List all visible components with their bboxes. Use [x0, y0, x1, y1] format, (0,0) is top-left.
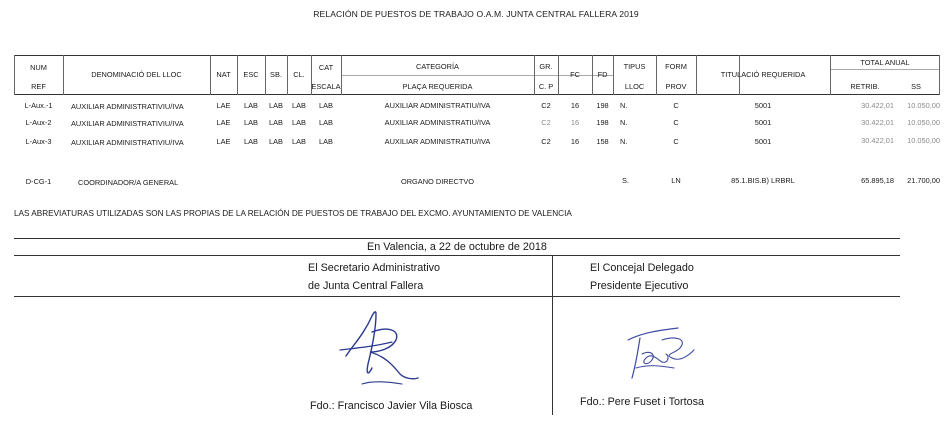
left-role-line-2: de Junta Central Fallera [308, 280, 424, 292]
header-placa: PLAÇA REQUERIDA [402, 82, 473, 91]
row-sb: LAB [269, 101, 283, 110]
header-retrib: RETRIB. [850, 82, 880, 91]
row-tipus: N. [620, 101, 628, 110]
header-cat: CAT [318, 63, 334, 72]
row-ss: 10.050,00 [907, 101, 940, 110]
header-ss: SS [911, 82, 921, 91]
header-categoria: CATEGORÍA [416, 62, 459, 71]
row-fd: 158 [596, 137, 609, 146]
row-gr: C2 [541, 137, 551, 146]
header-gr: GR. [539, 62, 553, 71]
header-total-anual: TOTAL ANUAL [860, 58, 910, 67]
director-categoria: ORGANO DIRECTVO [400, 177, 475, 186]
row-titulacio: 5001 [754, 101, 772, 110]
row-tipus: N. [620, 137, 628, 146]
row-sb: LAB [269, 137, 283, 146]
row-retrib: 30.422,01 [861, 136, 894, 145]
document-title: RELACIÓN DE PUESTOS DE TRABAJO O.A.M. JUNTA CENTRAL FALLERA 2019 [313, 9, 639, 19]
header-cp: C. P [538, 82, 554, 91]
row-ss: 10.050,00 [907, 136, 940, 145]
row-ss: 10.050,00 [907, 118, 940, 127]
director-form: LN [671, 176, 681, 185]
director-denominacio: COORDINADOR/A GENERAL [78, 178, 179, 187]
row-retrib: 30.422,01 [861, 118, 894, 127]
right-signature-image [618, 320, 698, 384]
row-titulacio: 5001 [754, 137, 772, 146]
table-header [14, 55, 940, 95]
row-tipus: N. [620, 118, 628, 127]
row-cat: LAB [319, 137, 333, 146]
right-role-line-1: El Concejal Delegado [590, 262, 694, 274]
header-fd: FD [597, 70, 608, 79]
header-esc: ESC [243, 70, 259, 79]
row-sb: LAB [269, 118, 283, 127]
left-signatory-name: Fdo.: Francisco Javier Vila Biosca [310, 400, 473, 412]
row-form: C [673, 101, 679, 110]
row-categoria: AUXILIAR ADMINISTRATIU/IVA [384, 118, 491, 127]
row-cat: LAB [319, 101, 333, 110]
row-fd: 198 [596, 101, 609, 110]
row-fc: 16 [570, 137, 580, 146]
row-denominacio: AUXILIAR ADMINISTRATIVIU/IVA [71, 102, 184, 111]
header-ref: REF [31, 82, 46, 91]
director-retrib: 65.895,18 [861, 176, 894, 185]
director-tipus: S. [622, 176, 629, 185]
header-form: FORM [665, 62, 687, 71]
row-esc: LAB [244, 118, 258, 127]
director-titulacio: 85.1.BIS.B) LRBRL [731, 176, 795, 185]
header-escala: ESCALA [311, 82, 341, 91]
right-signatory-name: Fdo.: Pere Fuset i Tortosa [580, 396, 705, 408]
header-tipus: TIPUS [623, 62, 646, 71]
header-fc: FC [570, 70, 580, 79]
row-ref: L-Aux.-1 [24, 101, 53, 110]
row-gr: C2 [541, 101, 551, 110]
row-cl: LAB [292, 101, 306, 110]
director-ss: 21.700,00 [907, 176, 940, 185]
row-gr: C2 [541, 118, 551, 127]
left-signature-image [332, 304, 420, 390]
row-esc: LAB [244, 101, 258, 110]
row-denominacio: AUXILIAR ADMINISTRATIVIU/IVA [71, 138, 184, 147]
row-cl: LAB [292, 137, 306, 146]
row-fc: 16 [570, 118, 580, 127]
row-fc: 16 [570, 101, 580, 110]
row-form: C [673, 118, 679, 127]
signature-date-line: En Valencia, a 22 de octubre de 2018 [367, 241, 547, 253]
header-cl: CL. [293, 70, 305, 79]
row-categoria: AUXILIAR ADMINISTRATIU/IVA [384, 101, 491, 110]
row-nat: LAE [216, 137, 231, 146]
signature-block [14, 238, 900, 416]
row-fd: 198 [596, 118, 609, 127]
header-sb: SB. [270, 70, 282, 79]
header-num: NUM [30, 63, 47, 72]
right-role-line-2: Presidente Ejecutivo [590, 280, 689, 292]
header-denominacio: DENOMINACIÓ DEL LLOC [91, 70, 182, 79]
left-role-line-1: El Secretario Administrativo [308, 262, 441, 274]
director-ref: D-CG-1 [25, 177, 52, 186]
row-nat: LAE [216, 118, 231, 127]
row-denominacio: AUXILIAR ADMINISTRATIVIU/IVA [71, 119, 184, 128]
row-cat: LAB [319, 118, 333, 127]
row-categoria: AUXILIAR ADMINISTRATIU/IVA [384, 137, 491, 146]
row-ref: L-Aux-2 [25, 118, 52, 127]
header-lloc: LLOC [624, 82, 645, 91]
row-cl: LAB [292, 118, 306, 127]
header-prov: PROV [665, 82, 687, 91]
row-form: C [673, 137, 679, 146]
row-titulacio: 5001 [754, 118, 772, 127]
row-esc: LAB [244, 137, 258, 146]
header-nat: NAT [216, 70, 231, 79]
row-nat: LAE [216, 101, 231, 110]
row-retrib: 30.422,01 [861, 101, 894, 110]
header-titulacio: TITULACIÓ REQUERIDA [720, 70, 806, 79]
row-ref: L-Aux-3 [25, 137, 52, 146]
abbreviations-note: LAS ABREVIATURAS UTILIZADAS SON LAS PROPIAS DE LA RELACIÓN DE PUESTOS DE TRABAJO DEL EXCMO. AYUNTAMIENTO DE VALENCIA [14, 209, 572, 218]
